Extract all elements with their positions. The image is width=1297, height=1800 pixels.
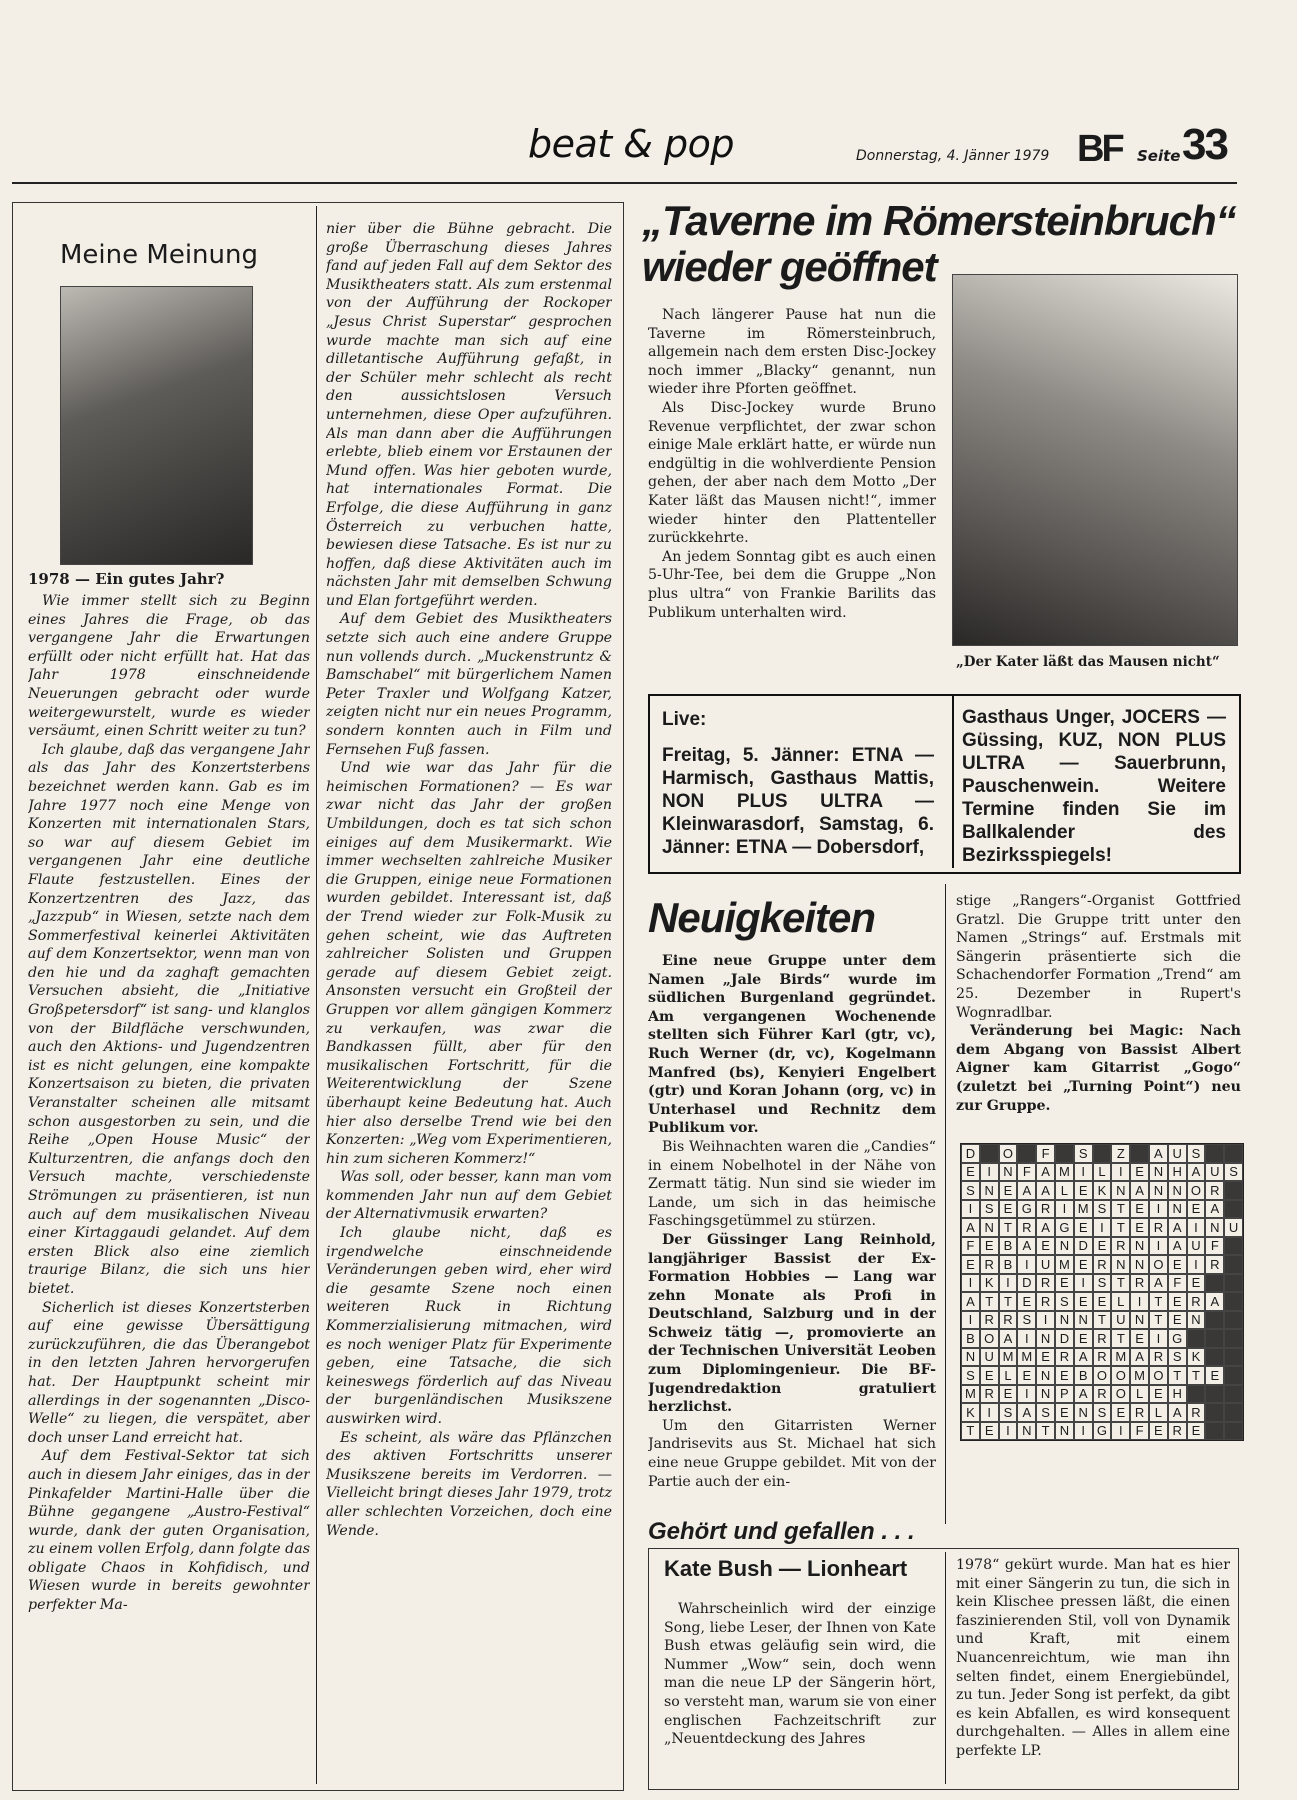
crossword-cell: N xyxy=(1055,1422,1074,1441)
crossword-cell: A xyxy=(1130,1181,1149,1200)
crossword-cell: S xyxy=(1036,1403,1055,1422)
crossword-cell: N xyxy=(1036,1385,1055,1404)
crossword-cell: G xyxy=(1055,1218,1074,1237)
column-rule xyxy=(945,884,946,1524)
crossword-cell: E xyxy=(1055,1366,1074,1385)
crossword-cell: A xyxy=(1017,1403,1036,1422)
crossword-cell xyxy=(1224,1366,1243,1385)
taverne-article xyxy=(648,306,936,686)
crossword-cell: R xyxy=(1187,1403,1206,1422)
paragraph: Bis Weihnachten waren die „Candies“ in einem Nobelhotel in der Nähe von Zermatt tätig. Nun sind sie wieder im Lande, um sich in das heimische Faschingsgetümmel zu stürzen. xyxy=(648,1138,936,1230)
crossword-cell: K xyxy=(1187,1348,1206,1367)
crossword-cell: E xyxy=(980,1366,999,1385)
crossword-cell: K xyxy=(980,1274,999,1293)
crossword-cell: E xyxy=(1055,1403,1074,1422)
crossword-cell: S xyxy=(961,1181,980,1200)
crossword-cell: N xyxy=(1074,1311,1093,1330)
opinion-column-1 xyxy=(28,592,310,1787)
opinion-headline: 1978 — Ein gutes Jahr? xyxy=(28,570,225,588)
crossword-cell: E xyxy=(961,1163,980,1182)
crossword-cell: T xyxy=(980,1292,999,1311)
crossword-cell: F xyxy=(1036,1144,1055,1163)
crossword-cell: N xyxy=(1149,1181,1168,1200)
crossword-cell: E xyxy=(1130,1163,1149,1182)
crossword-cell xyxy=(980,1144,999,1163)
crossword-cell: E xyxy=(1168,1292,1187,1311)
crossword-cell: N xyxy=(1205,1218,1224,1237)
crossword-cell: R xyxy=(980,1385,999,1404)
column-rule xyxy=(316,206,317,1784)
crossword-cell: I xyxy=(1111,1422,1130,1441)
crossword-cell: R xyxy=(1130,1403,1149,1422)
crossword-cell: E xyxy=(1017,1292,1036,1311)
crossword-cell: A xyxy=(1205,1292,1224,1311)
crossword-cell: R xyxy=(999,1311,1018,1330)
crossword-cell xyxy=(1224,1422,1243,1441)
crossword-cell: D xyxy=(1074,1237,1093,1256)
paragraph: Ich glaube, daß das vergangene Jahr als das Jahr des Konzertsterbens bezeichnet werden kann. Gab es im Jahre 1977 noch eine Menge von Konzerten mit internationalen Stars, so war auf diesem Gebiet im vergangenen Jahr eine deutliche Flaute festzustellen. Eines der Konzertzentren des Jazz, das „Jazzpub“ in Wiesen, setzte nach dem Sommerfestival keinerlei Aktivitäten auf dem Konzertsektor, wenn man von den hie und da zaghaft gemachten Versuchen absieht, die „Initiative Großpetersdorf“ ist sang- und klanglos von der Bildfläche verschwunden, auch den Aktions- und Jugendzentren ist es nicht gelungen, eine kompakte Konzertsaison zu bieten, die privaten Veranstalter scheinen alle mitsamt schon ausgestorben zu sein, und die Reihe „Open House Music“ der Kulturzentren, die anfangs doch den Versuch machte, verschiedenste Strömungen zu präsentieren, ist nun auch auf dem musikalischen Niveau einer Kirtaggaudi gelandet. Auf dem ersten Blick also eine ziemlich traurige Bilanz, die sich uns hier bietet. xyxy=(28,741,310,1297)
crossword-grid xyxy=(960,1143,1244,1441)
crossword-cell: E xyxy=(1111,1403,1130,1422)
crossword-cell: R xyxy=(1093,1255,1112,1274)
taverne-headline: „Taverne im Römersteinbruch“ wieder geöffnet xyxy=(642,197,1236,290)
crossword-cell xyxy=(1205,1274,1224,1293)
crossword-cell xyxy=(1224,1403,1243,1422)
crossword-cell: A xyxy=(1149,1274,1168,1293)
column-rule xyxy=(945,1552,946,1784)
crossword-cell: T xyxy=(999,1218,1018,1237)
crossword-cell: N xyxy=(1055,1237,1074,1256)
crossword-cell: E xyxy=(980,1237,999,1256)
crossword-cell xyxy=(1187,1385,1206,1404)
crossword-cell: S xyxy=(961,1366,980,1385)
crossword-cell: N xyxy=(1130,1237,1149,1256)
crossword-cell: M xyxy=(1074,1200,1093,1219)
crossword-cell: R xyxy=(1205,1181,1224,1200)
paragraph: Auf dem Festival-Sektor tat sich auch in diesem Jahr einiges, das in der Pinkafelder Martini-Halle über die Bühne gegangene „Austro-Festival“ wurde, dank der guten Organisation, zu einem vollen Erfolg, dann folgte das obligate Chaos in Kohfidisch, und Wiesen wurde in bereits gewohnter perfekter Ma- xyxy=(28,1448,310,1614)
crossword-cell xyxy=(1224,1255,1243,1274)
crossword-cell: I xyxy=(961,1274,980,1293)
crossword-cell: I xyxy=(1093,1218,1112,1237)
crossword-cell: I xyxy=(1111,1163,1130,1182)
crossword-cell: A xyxy=(1017,1237,1036,1256)
crossword-cell: R xyxy=(1093,1348,1112,1367)
crossword-cell: E xyxy=(1093,1292,1112,1311)
crossword-cell: M xyxy=(999,1348,1018,1367)
crossword-cell: I xyxy=(1074,1274,1093,1293)
crossword-cell: I xyxy=(1017,1329,1036,1348)
crossword-cell xyxy=(1055,1144,1074,1163)
crossword-cell: T xyxy=(1111,1329,1130,1348)
opinion-column-2 xyxy=(326,220,612,1787)
crossword-cell: T xyxy=(1111,1274,1130,1293)
crossword-cell xyxy=(1224,1385,1243,1404)
crossword-cell xyxy=(1205,1385,1224,1404)
crossword-cell: M xyxy=(1130,1366,1149,1385)
crossword-cell: I xyxy=(1149,1200,1168,1219)
crossword-cell: M xyxy=(1111,1348,1130,1367)
crossword-cell: B xyxy=(961,1329,980,1348)
newspaper-logo: BF xyxy=(1077,128,1122,170)
crossword-cell: E xyxy=(1074,1292,1093,1311)
crossword-cell: E xyxy=(1149,1385,1168,1404)
crossword-cell: T xyxy=(961,1422,980,1441)
crossword-cell: S xyxy=(1017,1311,1036,1330)
crossword-cell xyxy=(1187,1329,1206,1348)
crossword-cell: H xyxy=(1168,1385,1187,1404)
crossword-cell: G xyxy=(1017,1200,1036,1219)
crossword-cell: B xyxy=(1074,1366,1093,1385)
live-dates-left: Freitag, 5. Jänner: ETNA — Harmisch, Gasthaus Mattis, NON PLUS ULTRA — Kleinwarasdorf, Samstag, 6. Jänner: ETNA — Dobersdorf, xyxy=(662,745,934,858)
crossword-cell: N xyxy=(1036,1329,1055,1348)
live-box xyxy=(648,694,1241,874)
crossword-cell: O xyxy=(999,1144,1018,1163)
crossword-cell: I xyxy=(1036,1311,1055,1330)
crossword-cell xyxy=(1205,1311,1224,1330)
paragraph: 1978“ gekürt wurde. Man hat es hier mit einer Sängerin zu tun, die sich in kein Klischee pressen läßt, die einen faszinierenden Stil, voll von Dynamik und Kraft, mit einem Nuancenreichtum, wie man ihn selten findet, einem Energiebündel, zu tun. Jeder Song ist perfekt, da gibt es kein Abfallen, es wird konsequent durchgehalten. — Alles in allem eine perfekte LP. xyxy=(956,1557,1230,1759)
paragraph: Ich glaube nicht, daß es irgendwelche einschneidende Veränderungen geben wird, eher wird die gesamte Szene noch einen weiteren Ruck in Richtung Kommerzialisierung mitmachen, wird es noch weniger Platz für Experimente geben, eine Tatsache, die sich keineswegs förderlich auf das Niveau der burgenländischen Musikszene auswirken wird. xyxy=(326,1225,612,1427)
review-title: Kate Bush — Lionheart xyxy=(664,1556,908,1581)
crossword-cell: R xyxy=(1036,1292,1055,1311)
crossword-cell: U xyxy=(1111,1311,1130,1330)
review-column-1 xyxy=(664,1600,936,1786)
crossword-cell: E xyxy=(1074,1329,1093,1348)
crossword-cell: L xyxy=(1111,1292,1130,1311)
crossword-cell: R xyxy=(1130,1274,1149,1293)
crossword-cell: M xyxy=(961,1385,980,1404)
crossword-cell xyxy=(1224,1348,1243,1367)
crossword-cell: E xyxy=(1074,1255,1093,1274)
crossword-cell: I xyxy=(1187,1218,1206,1237)
crossword-cell: R xyxy=(1149,1348,1168,1367)
crossword-cell: I xyxy=(961,1311,980,1330)
crossword-cell: E xyxy=(1074,1218,1093,1237)
crossword-cell: T xyxy=(1036,1422,1055,1441)
crossword-cell: S xyxy=(1093,1274,1112,1293)
crossword-cell: I xyxy=(1017,1385,1036,1404)
crossword-cell: K xyxy=(1093,1181,1112,1200)
review-column-2 xyxy=(956,1556,1230,1784)
crossword-cell: O xyxy=(1149,1366,1168,1385)
crossword-cell: N xyxy=(1074,1403,1093,1422)
crossword-cell: I xyxy=(980,1403,999,1422)
paragraph: Um den Gitarristen Werner Jandrisevits aus St. Michael hat sich eine neue Gruppe gebildet. Mit von der Partie auch der ein- xyxy=(648,1417,936,1490)
crossword-cell: N xyxy=(1168,1200,1187,1219)
crossword-cell: L xyxy=(1093,1163,1112,1182)
crossword-cell: S xyxy=(1168,1348,1187,1367)
crossword-cell: I xyxy=(1187,1255,1206,1274)
crossword-cell xyxy=(1224,1274,1243,1293)
news-headline: Neuigkeiten xyxy=(648,894,876,941)
crossword-cell: E xyxy=(1205,1366,1224,1385)
crossword-cell: R xyxy=(1036,1200,1055,1219)
crossword-cell: D xyxy=(961,1144,980,1163)
crossword-cell: U xyxy=(1187,1237,1206,1256)
crossword-cell xyxy=(1205,1144,1224,1163)
crossword-cell: I xyxy=(1149,1237,1168,1256)
crossword-cell: A xyxy=(961,1292,980,1311)
paragraph: Wahrscheinlich wird der einzige Song, liebe Leser, der Ihnen von Kate Bush etwas geläufig sein wird, die Nummer „Wow“ sein, doch wenn man die neue LP der Sängerin hört, so versteht man, warum sie von einer englischen Fachzeitschrift zur „Neuentdeckung des Jahres xyxy=(664,1601,936,1748)
crossword-cell: N xyxy=(1168,1181,1187,1200)
crossword-cell: E xyxy=(1187,1422,1206,1441)
crossword-cell: S xyxy=(1074,1144,1093,1163)
crossword-cell: S xyxy=(1093,1403,1112,1422)
crossword-cell: A xyxy=(1168,1218,1187,1237)
crossword-cell: A xyxy=(1074,1385,1093,1404)
crossword-cell: I xyxy=(1074,1163,1093,1182)
crossword-cell: A xyxy=(1168,1237,1187,1256)
crossword-cell: F xyxy=(961,1237,980,1256)
crossword-cell: R xyxy=(1093,1385,1112,1404)
crossword-cell: O xyxy=(1187,1181,1206,1200)
crossword-cell: I xyxy=(1055,1200,1074,1219)
crossword-cell: D xyxy=(1017,1274,1036,1293)
crossword-cell: U xyxy=(1036,1255,1055,1274)
crossword-cell xyxy=(1093,1144,1112,1163)
crossword-cell: T xyxy=(1093,1311,1112,1330)
crossword-cell: A xyxy=(1130,1348,1149,1367)
crossword-cell: I xyxy=(1074,1422,1093,1441)
crossword-cell: H xyxy=(1168,1163,1187,1182)
crossword-cell: D xyxy=(1055,1329,1074,1348)
crossword-cell: I xyxy=(999,1422,1018,1441)
crossword-cell: N xyxy=(1187,1311,1206,1330)
crossword-cell: A xyxy=(961,1218,980,1237)
crossword-cell: T xyxy=(1111,1200,1130,1219)
crossword-cell: F xyxy=(1130,1422,1149,1441)
crossword-cell: S xyxy=(1224,1163,1243,1182)
crossword-cell xyxy=(1224,1237,1243,1256)
crossword-cell: N xyxy=(1111,1255,1130,1274)
crossword-cell: M xyxy=(1055,1255,1074,1274)
paragraph: Nach längerer Pause hat nun die Taverne im Römersteinbruch, allgemein nach dem ersten Disc-Jockey noch immer „Blacky“ genannt, nun wieder ihre Pforten geöffnet. xyxy=(648,307,936,398)
crossword-cell: E xyxy=(1168,1311,1187,1330)
crossword-cell: A xyxy=(1205,1200,1224,1219)
crossword-cell: E xyxy=(1055,1274,1074,1293)
crossword-cell: N xyxy=(961,1348,980,1367)
crossword-cell: O xyxy=(1093,1366,1112,1385)
crossword-cell: E xyxy=(1187,1200,1206,1219)
author-photo xyxy=(60,286,253,565)
crossword-cell xyxy=(1205,1403,1224,1422)
page-number: 33 xyxy=(1182,120,1227,169)
crossword-cell: T xyxy=(1149,1292,1168,1311)
crossword-cell: A xyxy=(1036,1218,1055,1237)
crossword-cell: B xyxy=(999,1255,1018,1274)
live-divider xyxy=(952,696,954,868)
crossword-cell: R xyxy=(1093,1329,1112,1348)
review-kicker: Gehört und gefallen . . . xyxy=(648,1518,915,1545)
live-title: Live: xyxy=(662,709,707,730)
crossword-cell: E xyxy=(980,1422,999,1441)
crossword-cell: S xyxy=(999,1403,1018,1422)
crossword-cell: O xyxy=(980,1329,999,1348)
crossword-cell: E xyxy=(1187,1274,1206,1293)
crossword-cell: N xyxy=(1111,1181,1130,1200)
crossword-cell xyxy=(1130,1144,1149,1163)
crossword-cell: I xyxy=(1149,1329,1168,1348)
crossword-cell xyxy=(1224,1311,1243,1330)
crossword-cell: R xyxy=(1168,1422,1187,1441)
crossword-cell: F xyxy=(1017,1163,1036,1182)
paragraph: Als Disc-Jockey wurde Bruno Revenue verpflichtet, der zwar schon einige Male erklärt hatte, er würde nun endgültig in die wohlverdiente Pension gehen, der aber nach dem Motto „Der Kater läßt das Mausen nicht!“, immer wieder hinter den Plattenteller zurückkehrte. xyxy=(648,399,936,547)
crossword-cell: U xyxy=(980,1348,999,1367)
photo-caption: „Der Kater läßt das Mausen nicht“ xyxy=(956,654,1220,670)
dj-photo xyxy=(952,274,1238,646)
crossword-cell: E xyxy=(1168,1255,1187,1274)
crossword-cell: U xyxy=(1205,1163,1224,1182)
crossword-cell: A xyxy=(1036,1163,1055,1182)
crossword-cell: U xyxy=(1168,1144,1187,1163)
crossword-cell: R xyxy=(1017,1218,1036,1237)
crossword-cell: N xyxy=(1017,1422,1036,1441)
crossword-cell: I xyxy=(999,1274,1018,1293)
crossword-cell: S xyxy=(1093,1200,1112,1219)
crossword-cell: S xyxy=(980,1200,999,1219)
crossword-cell: E xyxy=(961,1255,980,1274)
crossword-cell xyxy=(1224,1144,1243,1163)
section-title: beat & pop xyxy=(528,122,734,166)
crossword-cell: F xyxy=(1205,1237,1224,1256)
news-column-2 xyxy=(956,892,1241,1132)
crossword-cell: L xyxy=(1130,1385,1149,1404)
crossword-cell: S xyxy=(1055,1292,1074,1311)
crossword-cell xyxy=(1224,1292,1243,1311)
crossword-cell: A xyxy=(1074,1348,1093,1367)
crossword-cell: E xyxy=(1093,1237,1112,1256)
crossword-cell: A xyxy=(1017,1181,1036,1200)
crossword-cell: E xyxy=(999,1200,1018,1219)
crossword-cell: A xyxy=(1036,1181,1055,1200)
crossword-cell xyxy=(1224,1200,1243,1219)
crossword-cell: I xyxy=(961,1200,980,1219)
crossword-cell: L xyxy=(999,1366,1018,1385)
crossword-cell: T xyxy=(1168,1366,1187,1385)
crossword-cell: M xyxy=(1055,1163,1074,1182)
crossword-cell: K xyxy=(961,1403,980,1422)
crossword-cell: R xyxy=(1205,1255,1224,1274)
crossword-cell: G xyxy=(1093,1422,1112,1441)
crossword-cell: G xyxy=(1168,1329,1187,1348)
crossword-cell: E xyxy=(999,1181,1018,1200)
crossword-cell: L xyxy=(1055,1181,1074,1200)
paragraph: Wie immer stellt sich zu Beginn eines Jahres die Frage, ob das vergangene Jahr die Erwartungen erfüllt oder nicht erfüllt hat. Hat das Jahr 1978 einschneidende Neuerungen gebracht oder wurde weitergewurstelt, wurde es wieder versäumt, einen Schritt weiter zu tun? xyxy=(28,593,310,740)
crossword-cell: R xyxy=(980,1255,999,1274)
crossword-cell: S xyxy=(1187,1144,1206,1163)
paragraph: Der Güssinger Lang Reinhold, langjähriger Bassist der Ex-Formation Hobbies — Lang war zehn Monate als Profi in Deutschland, Salzburg und in der Schweiz tätig —, promovierte an der Technischen Universität Leoben zum Diplomingenieur. Die BF-Jugendredaktion gratuliert herzlichst. xyxy=(648,1231,936,1416)
crossword-cell: E xyxy=(1130,1200,1149,1219)
crossword-cell: T xyxy=(1111,1218,1130,1237)
crossword-cell: O xyxy=(1111,1385,1130,1404)
crossword-cell: U xyxy=(1224,1218,1243,1237)
crossword-cell: N xyxy=(1036,1366,1055,1385)
crossword-cell: F xyxy=(1168,1274,1187,1293)
page-label: Seite xyxy=(1137,147,1181,165)
crossword-cell: I xyxy=(980,1163,999,1182)
crossword-cell: N xyxy=(1130,1255,1149,1274)
news-column-1 xyxy=(648,952,936,1514)
crossword-cell xyxy=(1205,1329,1224,1348)
crossword-cell xyxy=(1224,1329,1243,1348)
paragraph: Sicherlich ist dieses Konzertsterben auf eine gewisse Übersättigung zurückzuführen, die das Überangebot in den letzten Jahren hervorgerufen hat. Der Hauptpunkt scheint mir allerdings in der sogenannten „Disco-Welle“ zu liegen, die verspätet, aber doch unser Land erreicht hat. xyxy=(28,1299,310,1446)
crossword-cell: A xyxy=(1187,1163,1206,1182)
crossword-cell: R xyxy=(980,1311,999,1330)
crossword-cell: E xyxy=(1017,1366,1036,1385)
crossword-cell: E xyxy=(1149,1422,1168,1441)
crossword-cell: Z xyxy=(1111,1144,1130,1163)
crossword-cell: P xyxy=(1055,1385,1074,1404)
paragraph: An jedem Sonntag gibt es auch einen 5-Uhr-Tee, bei dem die Gruppe „Non plus ultra“ von Frankie Barilits das Publikum unterhalten wird. xyxy=(648,548,936,621)
crossword-cell: R xyxy=(1055,1348,1074,1367)
crossword-cell: E xyxy=(1036,1237,1055,1256)
crossword-cell xyxy=(1205,1348,1224,1367)
paragraph: stige „Rangers“-Organist Gottfried Gratzl. Die Gruppe tritt unter den Namen „Strings“ auf. Erstmals mit Sängerin präsentierte sich die Schachendorfer Formation „Trend“ am 25. Dezember in Rupert's Wognradlbar. xyxy=(956,893,1241,1021)
crossword-cell: O xyxy=(1111,1366,1130,1385)
crossword-cell: N xyxy=(1149,1163,1168,1182)
crossword-cell xyxy=(1205,1422,1224,1441)
opinion-title: Meine Meinung xyxy=(60,240,258,270)
paragraph: Und wie war das Jahr für die heimischen Formationen? — Es war zwar nicht das Jahr der großen Umbildungen, doch es tat sich schon einiges auf dem Musikermarkt. Wie immer wechselten zahlreiche Musiker die Gruppen, einige neue Formationen wurden gebildet. Interessant ist, daß der Trend wieder zur Folk-Musik zu gehen scheint, wie das Auftreten zahlreicher Solisten und Gruppen gerade auf diesem Gebiet zeigt. Ansonsten versucht ein Großteil der Gruppen vor allem gängigen Kommerz zu verkaufen, was zwar die Bandkassen füllt, aber für den musikalischen Fortschritt, für die Weiterentwicklung der Szene überhaupt keine Bedeutung hat. Auch hier also derselbe Trend wie bei den Konzerten: „Weg vom Experimentieren, hin zum sicheren Kommerz!“ xyxy=(326,760,612,1167)
crossword-cell: T xyxy=(1149,1311,1168,1330)
crossword-cell: E xyxy=(999,1385,1018,1404)
crossword-cell: O xyxy=(1149,1255,1168,1274)
crossword-cell: N xyxy=(1055,1311,1074,1330)
crossword-cell: N xyxy=(1130,1311,1149,1330)
crossword-cell: M xyxy=(1017,1348,1036,1367)
crossword-cell: T xyxy=(999,1292,1018,1311)
paragraph: Eine neue Gruppe unter dem Namen „Jale Birds“ wurde im südlichen Burgenland gegründet. Am vergangenen Wochenende stellten sich Führer Karl (gtr, vc), Ruch Werner (dr, vc), Kogelmann Manfred (bs), Kenyieri Engelbert (gtr) und Koran Johann (org, vc) in Unterhasel und Rechnitz dem Publikum vor. xyxy=(648,953,936,1137)
crossword-cell: I xyxy=(1130,1292,1149,1311)
crossword-cell: T xyxy=(1187,1366,1206,1385)
crossword-cell: R xyxy=(1149,1218,1168,1237)
crossword-cell: N xyxy=(999,1163,1018,1182)
crossword-cell: R xyxy=(1187,1292,1206,1311)
crossword-cell: A xyxy=(1149,1144,1168,1163)
crossword-cell: R xyxy=(1111,1237,1130,1256)
crossword-cell: B xyxy=(999,1237,1018,1256)
crossword-cell: E xyxy=(1130,1329,1149,1348)
paragraph: Es scheint, als wäre das Pflänzchen des aktiven Fortschritts unserer Musikszene bereits im Verdorren. — Vielleicht bringt dieses Jahr 1979, trotz aller schlechten Vorzeichen, doch eine Wende. xyxy=(326,1429,612,1539)
paragraph: nier über die Bühne gebracht. Die große Überraschung dieses Jahres fand auf jeden Fall auf dem Sektor des Musiktheaters statt. Als zum erstenmal von der Aufführung der Rockoper „Jesus Christ Superstar“ gesprochen wurde machte man sich auf eine dilletantische Aufführung gefaßt, in der Schüler mehr schlecht als recht den aussichtslosen Versuch unternehmen, diese Oper aufzuführen. Als man dann aber die Aufführungen erlebte, blieb einem vor Erstaunen der Mund offen. Was hier geboten wurde, hat internationales Format. Die Erfolge, die diese Aufführung in ganz Österreich zu verbuchen hatte, bewiesen diese Tatsache. Es ist nur zu hoffen, daß diese Aktivitäten auch im nächsten Jahr mit demselben Schwung und Elan fortgeführt werden. xyxy=(326,221,612,609)
crossword-cell: L xyxy=(1149,1403,1168,1422)
crossword-cell: I xyxy=(1017,1255,1036,1274)
crossword-cell: R xyxy=(1036,1274,1055,1293)
crossword-cell xyxy=(1224,1181,1243,1200)
issue-date: Donnerstag, 4. Jänner 1979 xyxy=(856,148,1050,164)
paragraph: Auf dem Gebiet des Musiktheaters setzte sich auch eine andere Gruppe nun vollends durch. „Muckenstruntz & Bamschabel“ mit bürgerlichem Namen Peter Traxler und Wolfgang Katzer, zeigten nicht nur ein neues Programm, sondern konnten auch in Film und Fernsehen Fuß fassen. xyxy=(326,611,612,758)
crossword-cell: A xyxy=(999,1329,1018,1348)
paragraph: Was soll, oder besser, kann man vom kommenden Jahr nun auf dem Gebiet der Alternativmusik erwarten? xyxy=(326,1169,612,1223)
crossword-cell: E xyxy=(1036,1348,1055,1367)
crossword-cell: A xyxy=(1168,1403,1187,1422)
masthead-rule xyxy=(12,182,1237,184)
crossword-cell: E xyxy=(1130,1218,1149,1237)
crossword-cell: N xyxy=(980,1181,999,1200)
crossword-cell: E xyxy=(1074,1181,1093,1200)
paragraph: Veränderung bei Magic: Nach dem Abgang von Bassist Albert Aigner kam Gitarrist „Gogo“ (zuletzt bei „Turning Point“) neu zur Gruppe. xyxy=(956,1023,1241,1114)
live-dates-right: Gasthaus Unger, JOCERS — Güssing, KUZ, NON PLUS ULTRA — Sauerbrunn, Pauschenwein. Weitere Termine finden Sie im Ballkalender des Bezirksspiegels! xyxy=(962,707,1226,866)
crossword-cell: N xyxy=(980,1218,999,1237)
crossword-cell xyxy=(1017,1144,1036,1163)
